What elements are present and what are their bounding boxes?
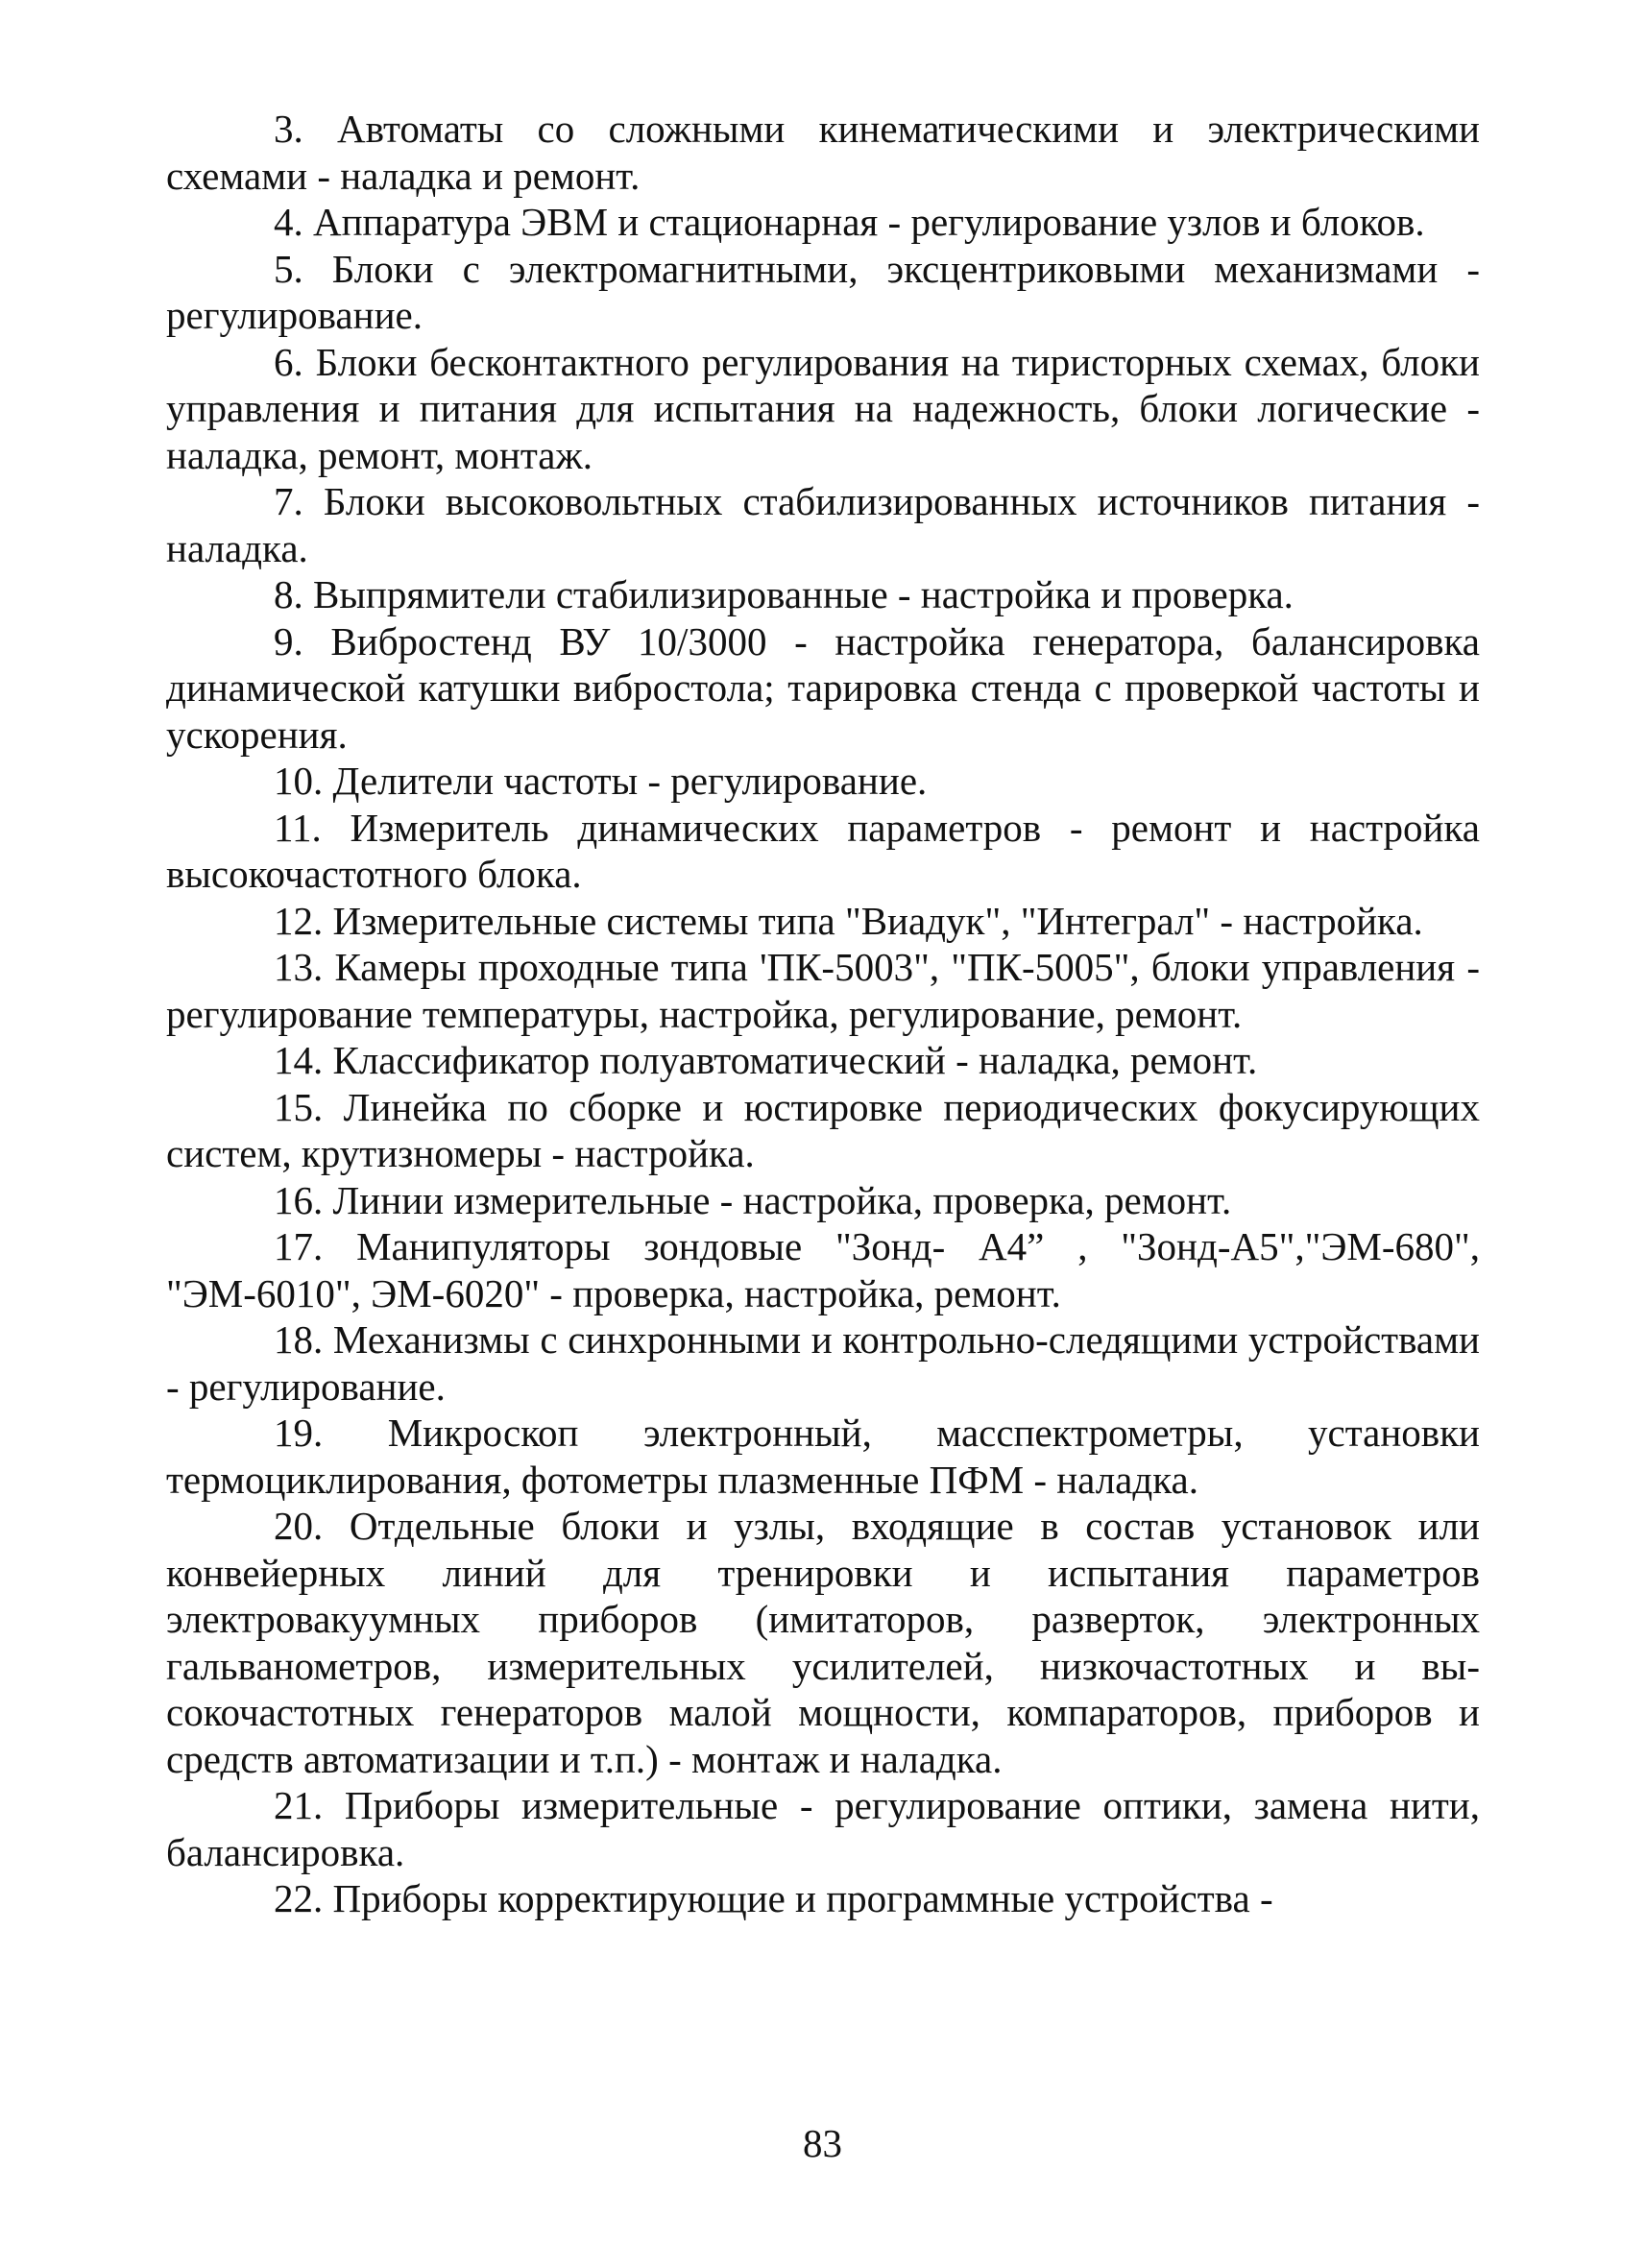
paragraph-item-11: 11. Измеритель динамических параметров - ремонт и настройка высокочастотного блока. bbox=[166, 805, 1480, 896]
paragraph-item-4: 4. Аппаратура ЭВМ и стационарная - регулирование узлов и блоков. bbox=[274, 200, 1425, 244]
paragraph-item-3: 3. Автоматы со сложными кинематическими и электрическими схемами - наладка и ремонт. bbox=[166, 107, 1480, 198]
paragraph-item-21: 21. Приборы измерительные - регулирование оптики, замена нити, балансировка. bbox=[166, 1783, 1480, 1874]
paragraph-item-16: 16. Линии измерительные - настройка, проверка, ремонт. bbox=[274, 1177, 1232, 1222]
paragraph-item-8: 8. Выпрямители стабилизированные - настройка и проверка. bbox=[274, 572, 1294, 616]
paragraph-item-22: 22. Приборы корректирующие и программные устройства - bbox=[274, 1876, 1273, 1920]
paragraph-item-6: 6. Блоки бесконтактного регулирования на тиристорных схемах, блоки управления и питания для испытания на надежность, блоки логические - наладка, ремонт, монтаж. bbox=[166, 339, 1480, 477]
paragraph-item-5: 5. Блоки с электромагнитными, эксцентриковыми механизмами - регулирование. bbox=[166, 246, 1480, 337]
paragraph-item-14: 14. Классификатор полуавтоматический - наладка, ремонт. bbox=[274, 1038, 1258, 1082]
document-body bbox=[166, 106, 1480, 1922]
paragraph-item-17: 17. Манипуляторы зондовые "Зонд- А4” , "Зонд-А5","ЭМ-680", "ЭМ-6010", ЭМ-6020" - проверка, настройка, ремонт. bbox=[166, 1224, 1480, 1315]
paragraph-item-9: 9. Вибростенд ВУ 10/3000 - настройка генератора, балансировка динамической катушки вибростола; тарировка стенда с проверкой частоты и ускорения. bbox=[166, 618, 1480, 757]
page-number: 83 bbox=[803, 2121, 842, 2165]
paragraph-item-15: 15. Линейка по сборке и юстировке периодических фокусирующих систем, крутизномеры - настройка. bbox=[166, 1084, 1480, 1175]
paragraph-item-19: 19. Микроскоп электронный, масспектрометры, установки термоциклирования, фотометры плазменные ПФМ - наладка. bbox=[166, 1411, 1480, 1502]
paragraph-item-12: 12. Измерительные системы типа "Виадук", "Интеграл" - настройка. bbox=[274, 898, 1423, 943]
paragraph-item-20: 20. Отдельные блоки и узлы, входящие в состав установок или конвейерных линий для тренировки и испытания параметров электровакуумных приборов (имитаторов, разверток, электронных гальванометров, измерительных усилителей, низкочастотных и высокочастотных генераторов малой мощности, компараторов, приборов и средств автоматизации и т.п.) - монтаж и наладка. bbox=[166, 1504, 1480, 1781]
paragraph-item-10: 10. Делители частоты - регулирование. bbox=[274, 759, 928, 803]
paragraph-item-18: 18. Механизмы с синхронными и контрольно-следящими устройствами - регулирование. bbox=[166, 1317, 1480, 1409]
paragraph-item-13: 13. Камеры проходные типа 'ПК-5003", "ПК-5005", блоки управления - регулирование температуры, настройка, регулирование, ремонт. bbox=[166, 945, 1480, 1036]
paragraph-item-7: 7. Блоки высоковольтных стабилизированных источников питания - наладка. bbox=[166, 479, 1480, 570]
